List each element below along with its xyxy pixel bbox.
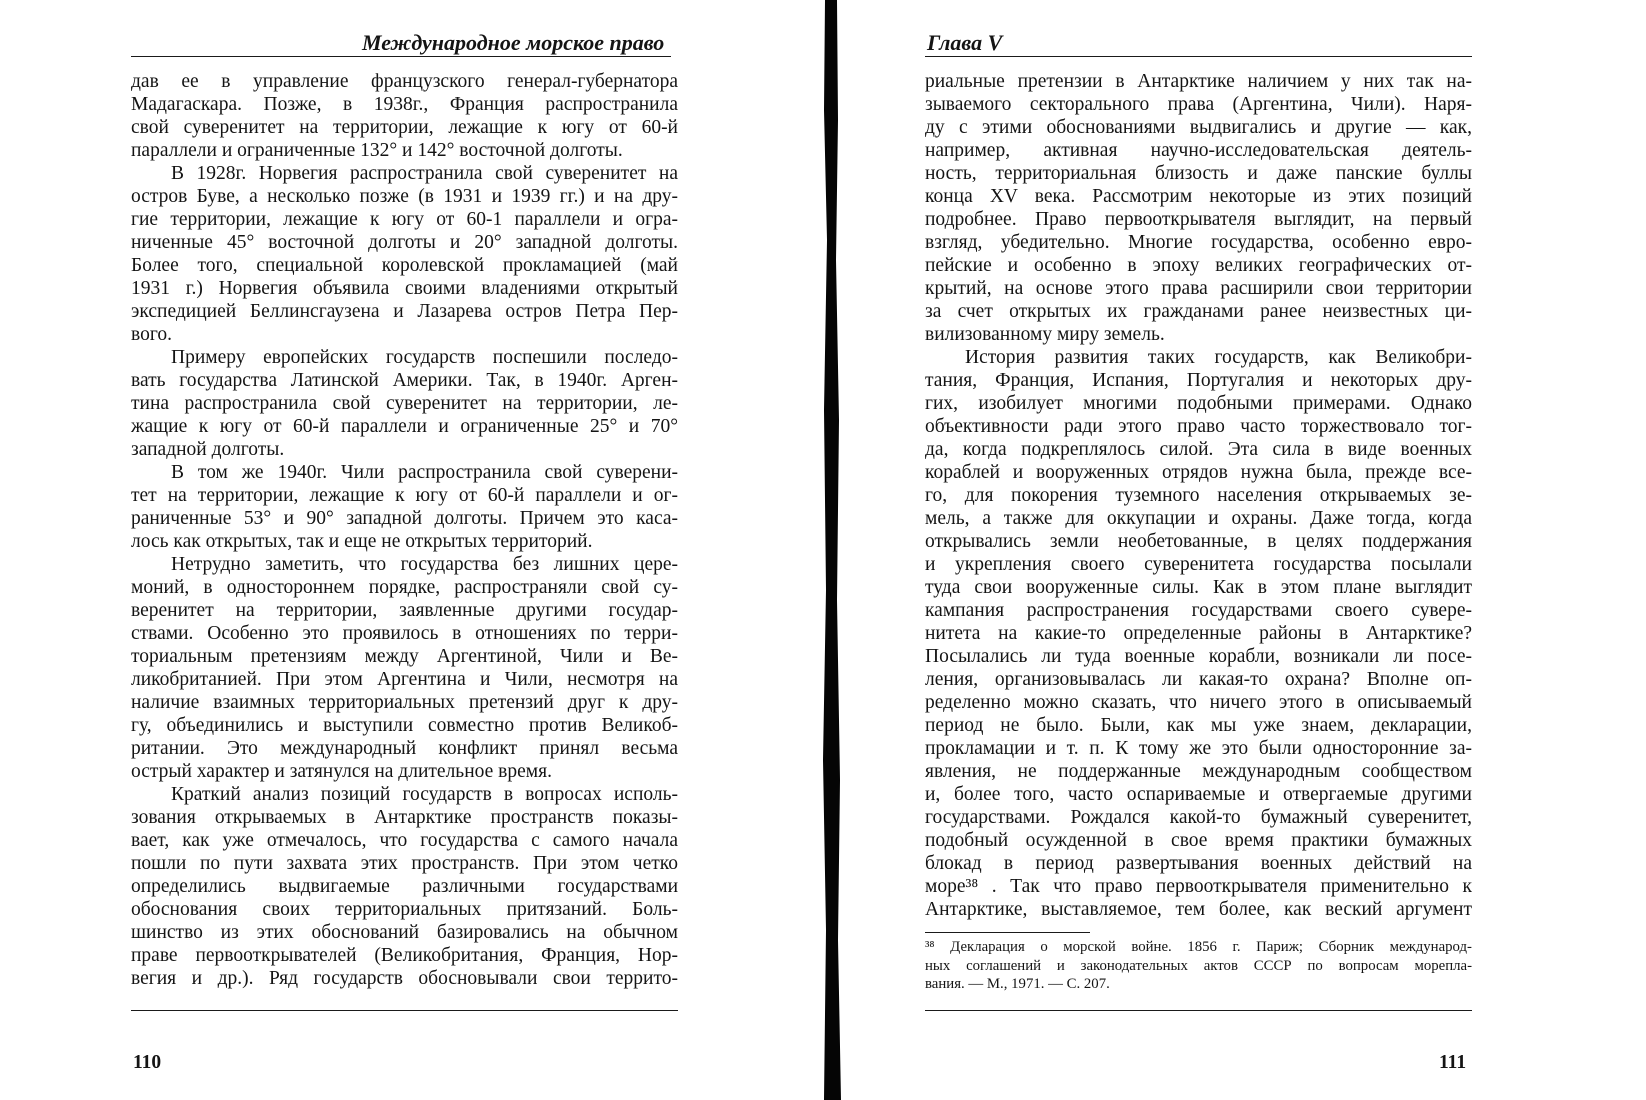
page-number: 111: [1439, 1052, 1467, 1073]
text-line: подобный осужденной в свое время практики бумажных: [925, 830, 1472, 851]
text-line: кораблей и вооруженных отрядов нужна была, прежде все-: [925, 462, 1472, 483]
text-line: 1931 г.) Норвегия объявила своими владениями открытый: [131, 278, 678, 299]
body-text: [925, 70, 1472, 921]
text-line: ликобританией. При этом Аргентина и Чили, несмотря на: [131, 669, 678, 690]
text-line: Посылались ли туда военные корабли, возникали ли посе-: [925, 646, 1472, 667]
text-line: прокламации и т. п. К тому же это были односторонние за-: [925, 738, 1472, 759]
text-line: История развития таких государств, как Великобри-: [965, 347, 1472, 368]
text-line: гие территории, лежащие к югу от 60-1 параллели и огра-: [131, 209, 678, 230]
text-line: раниченные 53° и 90° западной долготы. Причем это каса-: [131, 508, 678, 529]
text-line: Мадагаскара. Позже, в 1938г., Франция распространила: [131, 94, 678, 115]
text-line: риальные претензии в Антарктике наличием у них так на-: [925, 71, 1472, 92]
text-line: подробнее. Право первооткрывателя выглядит, на первый: [925, 209, 1472, 230]
text-line: моний, в одностороннем порядке, распространяли свой су-: [131, 577, 678, 598]
text-line: Примеру европейских государств поспешили последо-: [171, 347, 678, 368]
text-line: ³⁸ Декларация о морской войне. 1856 г. Париж; Сборник международ-: [925, 939, 1472, 955]
text-line: море³⁸ . Так что право первооткрывателя применительно к: [925, 876, 1472, 897]
text-line: Более того, специальной королевской прокламацией (май: [131, 255, 678, 276]
text-line: тет на территории, лежащие к югу от 60-й параллели и ог-: [131, 485, 678, 506]
text-line: вегия и др.). Ряд государств обосновывали свои террито-: [131, 968, 678, 989]
text-line: вает, как уже отмечалось, что государства с самого начала: [131, 830, 678, 851]
text-line: ления, организовывалась ли какая-то охрана? Вполне оп-: [925, 669, 1472, 690]
text-line: да, когда подкреплялось силой. Эта сила в виде военных: [925, 439, 1472, 460]
text-line: шинство из этих обоснований базировались на обычном: [131, 922, 678, 943]
text-line: вать государства Латинской Америки. Так, в 1940г. Арген-: [131, 370, 678, 391]
text-line: острый характер и затянулся на длительное время.: [131, 761, 552, 782]
text-line: жащие к югу от 60-й параллели и ограниченные 25° и 70°: [131, 416, 678, 437]
text-line: ниченные 45° восточной долготы и 20° западной долготы.: [131, 232, 678, 253]
text-line: нитета на какие-то определенные районы в Антарктике?: [925, 623, 1472, 644]
running-head: Глава V: [927, 30, 1003, 55]
text-line: веренитет на территории, заявленные другими государ-: [131, 600, 678, 621]
text-line: свой суверенитет на территории, лежащие к югу от 60-й: [131, 117, 678, 138]
text-line: праве первооткрывателей (Великобритания, Франция, Нор-: [131, 945, 678, 966]
text-line: определились выдвигаемые различными государствами: [131, 876, 678, 897]
footnote: [925, 938, 1472, 994]
text-line: открывались земли необетованные, в целях поддержания: [925, 531, 1472, 552]
text-line: западной долготы.: [131, 439, 285, 460]
text-line: вого.: [131, 324, 172, 345]
footnote-rule: [925, 932, 1090, 933]
page-number: 110: [133, 1052, 162, 1073]
text-line: зования открываемых в Антарктике пространств показы-: [131, 807, 678, 828]
text-line: наличие взаимных территориальных претензий друг к дру-: [131, 692, 678, 713]
text-line: Нетрудно заметить, что государства без лишних цере-: [171, 554, 678, 575]
text-line: и, более того, часто оспариваемые и отвергаемые другими: [925, 784, 1472, 805]
text-line: лось как открытых, так и еще не открытых территорий.: [131, 531, 593, 552]
footer-rule: [925, 1010, 1472, 1011]
text-line: обоснования своих территориальных притязаний. Боль-: [131, 899, 678, 920]
text-line: ритании. Это международный конфликт принял весьма: [131, 738, 678, 759]
running-head: Международное морское право: [362, 30, 665, 55]
text-line: за счет открытых их гражданами ранее неизвестных ци-: [925, 301, 1472, 322]
text-line: мель, а также для оккупации и охраны. Даже тогда, когда: [925, 508, 1472, 529]
text-line: крытий, на основе этого права расширили свои территории: [925, 278, 1472, 299]
text-line: и укрепления своего суверенитета государства посылали: [925, 554, 1472, 575]
text-line: Краткий анализ позиций государств в вопросах исполь-: [171, 784, 678, 805]
text-line: экспедицией Беллинсгаузена и Лазарева остров Петра Пер-: [131, 301, 678, 322]
text-line: гих, изобилует многими подобными примерами. Однако: [925, 393, 1472, 414]
text-line: период не было. Были, как мы уже знаем, декларации,: [925, 715, 1472, 736]
text-line: конца XV века. Рассмотрим некоторые из этих позиций: [925, 186, 1472, 207]
text-line: ду с этими обоснованиями выдвигались и другие — как,: [925, 117, 1472, 138]
right-page: [880, 0, 1646, 1100]
text-line: го, для покорения туземного населения открываемых зе-: [925, 485, 1472, 506]
footer-rule: [131, 1010, 678, 1011]
text-line: ствами. Особенно это проявилось в отношениях по терри-: [131, 623, 678, 644]
text-line: кампания распространения государствами своего сувере-: [925, 600, 1472, 621]
text-line: параллели и ограниченные 132° и 142° восточной долготы.: [131, 140, 623, 161]
left-page: [0, 0, 780, 1100]
book-gutter-shadow: [819, 0, 843, 1100]
header-rule: [131, 56, 671, 57]
text-line: дав ее в управление французского генерал-губернатора: [131, 71, 678, 92]
header-rule: [925, 56, 1472, 57]
text-line: пошли по пути захвата этих пространств. При этом четко: [131, 853, 678, 874]
text-line: тания, Франция, Испания, Португалия и некоторых дру-: [925, 370, 1472, 391]
text-line: ториальным претензиям между Аргентиной, Чили и Ве-: [131, 646, 678, 667]
text-line: взгляд, убедительно. Многие государства, особенно евро-: [925, 232, 1472, 253]
body-text: [131, 70, 678, 990]
text-line: тина распространила свой суверенитет на территории, ле-: [131, 393, 678, 414]
text-line: гу, объединились и выступили совместно против Великоб-: [131, 715, 678, 736]
text-line: В 1928г. Норвегия распространила свой суверенитет на: [171, 163, 678, 184]
text-line: В том же 1940г. Чили распространила свой суверени-: [171, 462, 678, 483]
text-line: государствами. Рождался какой-то бумажный суверенитет,: [925, 807, 1472, 828]
text-line: пейские и особенно в эпоху великих географических от-: [925, 255, 1472, 276]
text-line: зываемого секторального права (Аргентина, Чили). Наря-: [925, 94, 1472, 115]
text-line: явления, не поддержанные международным сообществом: [925, 761, 1472, 782]
text-line: ределенно можно сказать, что ничего этого в описываемый: [925, 692, 1472, 713]
text-line: блокад в период развертывания военных действий на: [925, 853, 1472, 874]
text-line: ных соглашений и законодательных актов СССР по вопросам морепла-: [925, 957, 1472, 974]
text-line: вания. — М., 1971. — С. 207.: [925, 976, 1110, 992]
text-line: например, активная научно-исследовательская деятель-: [925, 140, 1472, 161]
text-line: Антарктике, выставляемое, тем более, как веский аргумент: [925, 899, 1472, 920]
text-line: туда свои вооруженные силы. Как в этом плане выглядит: [925, 577, 1472, 598]
text-line: объективности ради этого право часто торжествовало тог-: [925, 416, 1472, 437]
text-line: остров Буве, а несколько позже (в 1931 и 1939 гг.) и на дру-: [131, 186, 678, 207]
text-line: ность, территориальная близость и даже панские буллы: [925, 163, 1472, 184]
text-line: вилизованному миру земель.: [925, 324, 1165, 345]
